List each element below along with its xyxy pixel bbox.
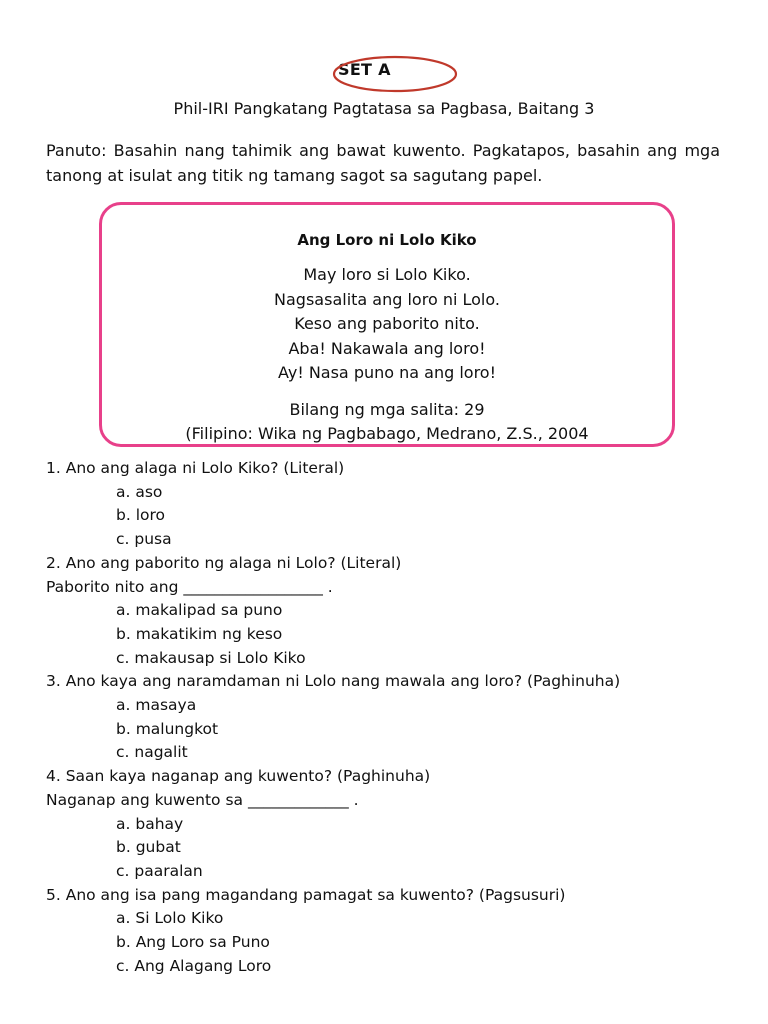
answer-choice: a. bahay xyxy=(116,814,184,833)
question-text: 4. Saan kaya naganap ang kuwento? (Paghinuha) xyxy=(46,767,431,786)
answer-choice: c. makausap si Lolo Kiko xyxy=(116,648,306,667)
answer-choice: a. makalipad sa puno xyxy=(116,601,283,620)
story-lines xyxy=(102,263,672,386)
story-title: Ang Loro ni Lolo Kiko xyxy=(297,231,477,249)
question-text: 1. Ano ang alaga ni Lolo Kiko? (Literal) xyxy=(46,459,345,477)
answer-choice: c. Ang Alagang Loro xyxy=(116,956,272,975)
fill-in-blank: Naganap ang kuwento sa _____________ . xyxy=(46,790,359,809)
answer-choice: a. Si Lolo Kiko xyxy=(116,909,224,928)
questions-list xyxy=(46,457,746,978)
worksheet-subtitle: Phil-IRI Pangkatang Pagtatasa sa Pagbasa, Baitang 3 xyxy=(173,99,595,118)
set-label: SET A xyxy=(338,60,391,79)
answer-choice: b. makatikim ng keso xyxy=(116,624,283,643)
story-line: Ay! Nasa puno na ang loro! xyxy=(277,363,497,382)
story-box xyxy=(99,202,675,447)
answer-choice: a. aso xyxy=(116,482,163,501)
instructions: Panuto: Basahin nang tahimik ang bawat kuwento. Pagkatapos, basahin ang mga tanong at isulat ang titik ng tamang sagot sa sagutang papel. xyxy=(46,141,720,185)
question-text: 5. Ano ang isa pang magandang pamagat sa kuwento? (Pagsusuri) xyxy=(46,885,566,904)
answer-choice: c. pusa xyxy=(116,530,172,549)
story-line: Keso ang paborito nito. xyxy=(294,314,480,333)
answer-choice: b. gubat xyxy=(116,838,181,857)
answer-choice: a. masaya xyxy=(116,696,197,715)
question-text: 2. Ano ang paborito ng alaga ni Lolo? (Literal) xyxy=(46,553,402,572)
fill-in-blank: Paborito nito ang __________________ . xyxy=(46,577,333,596)
word-count: Bilang ng mga salita: 29 xyxy=(289,400,485,419)
story-line: May loro si Lolo Kiko. xyxy=(303,265,471,284)
answer-choice: b. Ang Loro sa Puno xyxy=(116,933,270,952)
question-text: 3. Ano kaya ang naramdaman ni Lolo nang mawala ang loro? (Paghinuha) xyxy=(46,672,621,691)
citation: (Filipino: Wika ng Pagbabago, Medrano, Z.S., 2004 xyxy=(185,424,589,443)
answer-choice: b. loro xyxy=(116,506,165,525)
answer-choice: c. nagalit xyxy=(116,743,188,762)
story-line: Nagsasalita ang loro ni Lolo. xyxy=(274,289,500,309)
set-label-oval xyxy=(332,55,458,93)
story-line: Aba! Nakawala ang loro! xyxy=(288,338,486,358)
answer-choice: b. malungkot xyxy=(116,719,219,738)
answer-choice: c. paaralan xyxy=(116,861,203,880)
